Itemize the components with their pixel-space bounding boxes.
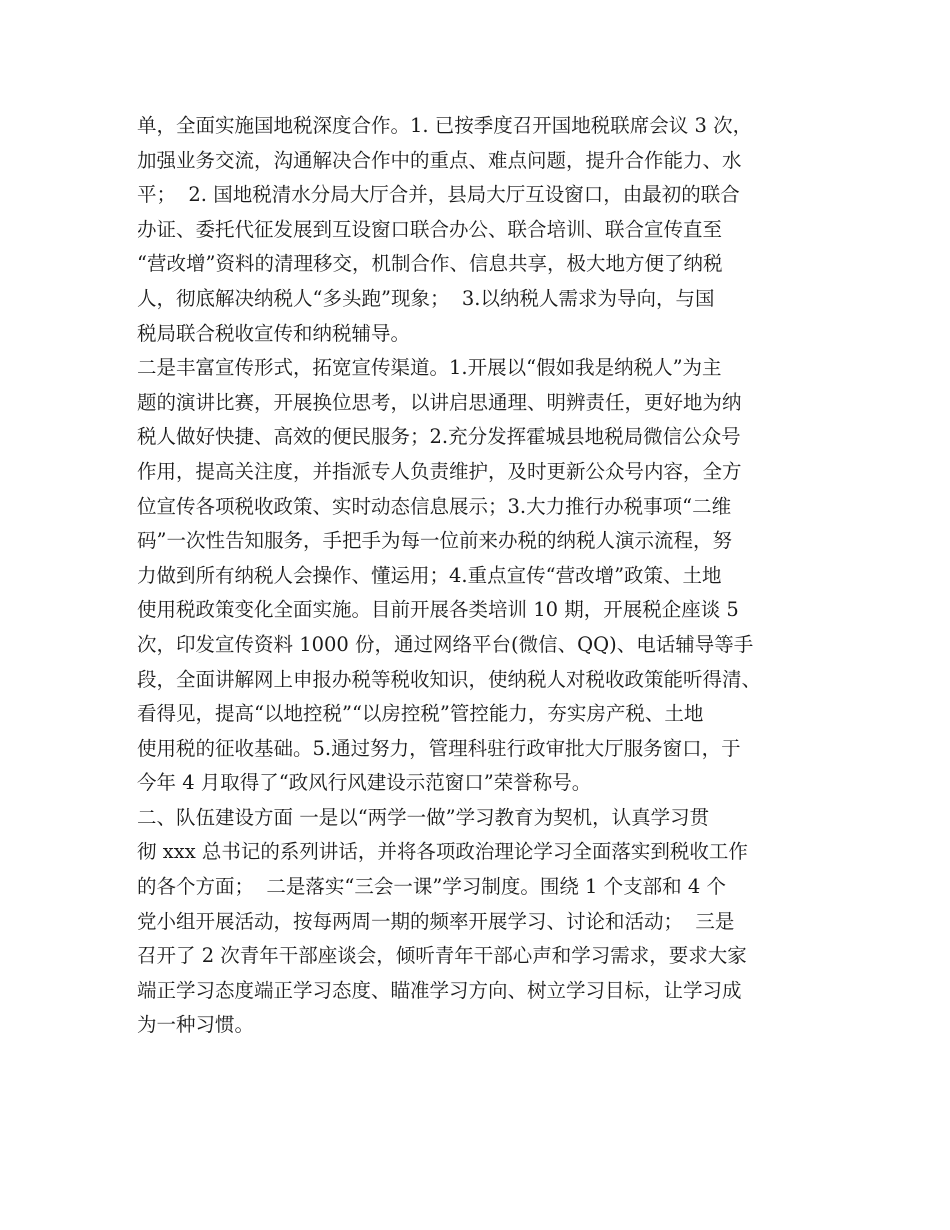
text-line: 码”一次性告知服务，手把手为每一位前来办税的纳税人演示流程，努 (137, 529, 732, 553)
text-line: 平； 2. 国地税清水分局大厅合并，县局大厅互设窗口，由最初的联合 (137, 183, 740, 207)
text-line: 彻 xxx 总书记的系列讲话，并将各项政治理论学习全面落实到税收工作 (137, 840, 748, 864)
text-line: 税人做好快捷、高效的便民服务；2.充分发挥霍城县地税局微信公众号 (137, 425, 741, 449)
text-line: “营改增”资料的清理移交，机制合作、信息共享，极大地方便了纳税 (137, 252, 723, 276)
text-line: 使用税政策变化全面实施。目前开展各类培训 10 期，开展税企座谈 5 (137, 598, 739, 622)
text-line: 次，印发宣传资料 1000 份，通过网络平台(微信、QQ)、电话辅导等手 (137, 632, 754, 656)
text-line: 题的演讲比赛，开展换位思考，以讲启思通理、明辨责任，更好地为纳 (137, 390, 742, 414)
text-line: 为一种习惯。 (137, 1013, 255, 1037)
text-line: 力做到所有纳税人会操作、懂运用；4.重点宣传“营改增”政策、土地 (137, 563, 722, 587)
document-body (137, 109, 827, 1043)
text-line: 单，全面实施国地税深度合作。1. 已按季度召开国地税联席会议 3 次， (137, 114, 753, 137)
text-line: 看得见，提高“以地控税”“以房控税”管控能力，夯实房产税、土地 (137, 702, 704, 726)
text-line: 人，彻底解决纳税人“多头跑”现象； 3.以纳税人需求为导向，与国 (137, 286, 715, 310)
text-line: 党小组开展活动，按每两周一期的频率开展学习、讨论和活动； 三是 (137, 909, 735, 933)
text-line: 位宣传各项税收政策、实时动态信息展示；3.大力推行办税事项“二维 (137, 494, 732, 518)
text-line: 二、队伍建设方面 一是以“两学一做”学习教育为契机，认真学习贯 (137, 805, 710, 829)
text-line: 加强业务交流，沟通解决合作中的重点、难点问题，提升合作能力、水 (137, 148, 742, 172)
text-line: 段，全面讲解网上申报办税等税收知识，使纳税人对税收政策能听得清、 (137, 667, 762, 691)
text-line: 端正学习态度端正学习态度、瞄准学习方向、树立学习目标，让学习成 (137, 978, 742, 1002)
text-line: 的各个方面； 二是落实“三会一课”学习制度。围绕 1 个支部和 4 个 (137, 875, 726, 899)
text-line: 使用税的征收基础。5.通过努力，管理科驻行政审批大厅服务窗口，于 (137, 736, 741, 760)
text-line: 今年 4 月取得了“政风行风建设示范窗口”荣誉称号。 (137, 771, 592, 795)
text-line: 二是丰富宣传形式，拓宽宣传渠道。1.开展以“假如我是纳税人”为主 (137, 356, 722, 380)
text-line: 召开了 2 次青年干部座谈会，倾听青年干部心声和学习需求，要求大家 (137, 944, 747, 968)
text-line: 税局联合税收宣传和纳税辅导。 (137, 321, 411, 345)
text-line: 办证、委托代征发展到互设窗口联合办公、联合培训、联合宣传直至 (137, 217, 723, 241)
text-line: 作用，提高关注度，并指派专人负责维护，及时更新公众号内容，全方 (137, 459, 742, 483)
